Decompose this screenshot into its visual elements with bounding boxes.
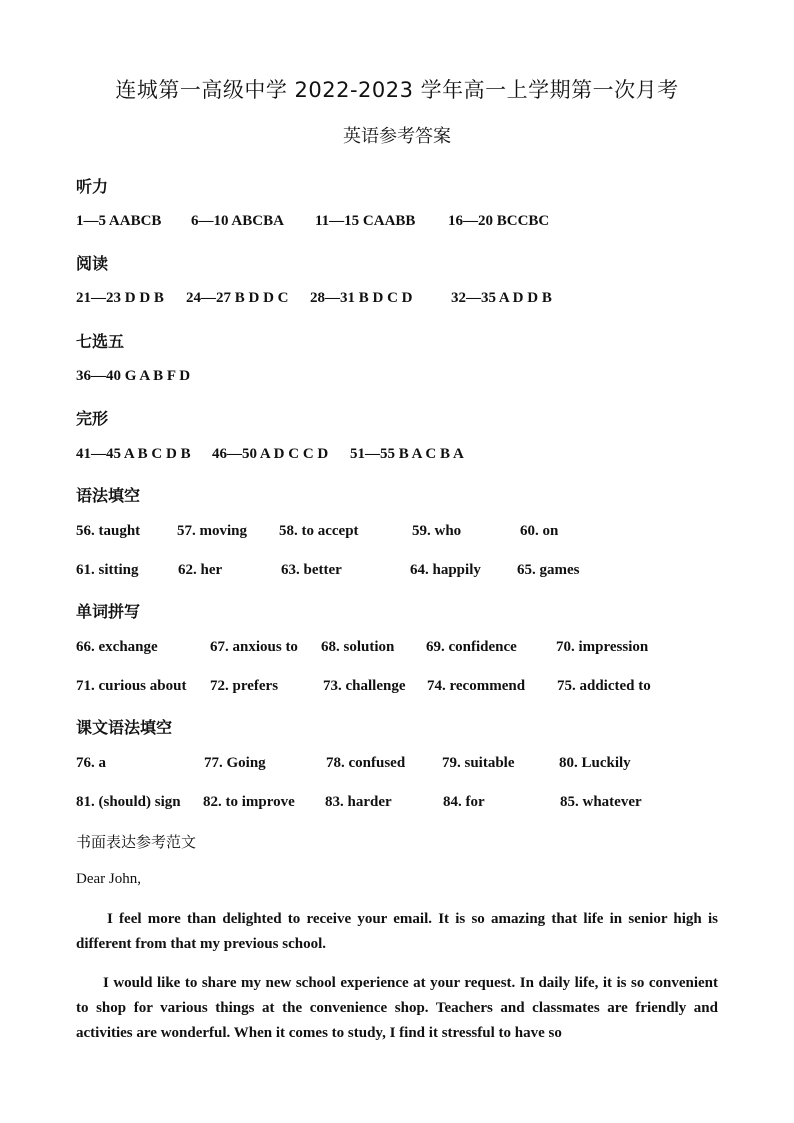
answer-group: 51—55 B A C B A xyxy=(350,446,464,462)
answer-group: 6—10 ABCBA xyxy=(191,213,284,229)
document-subtitle: 英语参考答案 xyxy=(343,126,451,147)
answer-item: 61. sitting xyxy=(76,562,139,578)
section-heading-writing: 书面表达参考范文 xyxy=(76,833,197,851)
answer-item: 59. who xyxy=(412,523,462,539)
paragraph-text: I feel more than delighted to receive your email. It is so amazing that life in senior high is different from that my previous school. xyxy=(76,911,718,952)
answer-item: 66. exchange xyxy=(76,639,158,655)
answer-group: 41—45 A B C D B xyxy=(76,446,191,462)
answer-item: 82. to improve xyxy=(203,794,295,810)
answer-item: 73. challenge xyxy=(323,678,406,694)
answer-group: 32—35 A D D B xyxy=(451,290,552,306)
answer-item: 57. moving xyxy=(177,523,248,539)
answer-item: 80. Luckily xyxy=(559,755,631,771)
letter-paragraph-1 xyxy=(76,907,718,957)
section-heading-seven-choose-five: 七选五 xyxy=(76,332,125,351)
letter-greeting: Dear John, xyxy=(76,871,141,887)
answer-item: 70. impression xyxy=(556,639,649,655)
answer-item: 62. her xyxy=(178,562,223,578)
answer-group: 21—23 D D B xyxy=(76,290,164,306)
answer-item: 83. harder xyxy=(325,794,392,810)
section-heading-spelling: 单词拼写 xyxy=(76,602,141,621)
answer-item: 63. better xyxy=(281,562,342,578)
letter-paragraph-2 xyxy=(76,971,718,1046)
answer-item: 58. to accept xyxy=(279,523,359,539)
answer-item: 79. suitable xyxy=(442,755,515,771)
answer-item: 72. prefers xyxy=(210,678,279,694)
answer-item: 81. (should) sign xyxy=(76,794,181,810)
answer-group: 1—5 AABCB xyxy=(76,213,162,229)
answer-group: 11—15 CAABB xyxy=(315,213,416,229)
answer-item: 77. Going xyxy=(204,755,266,771)
answer-item: 69. confidence xyxy=(426,639,517,655)
answer-group: 36—40 G A B F D xyxy=(76,368,191,384)
section-heading-cloze: 完形 xyxy=(76,409,109,428)
answer-item: 60. on xyxy=(520,523,559,539)
answer-item: 76. a xyxy=(76,755,106,771)
section-heading-listening: 听力 xyxy=(76,177,109,196)
answer-group: 46—50 A D C C D xyxy=(212,446,329,462)
answer-item: 68. solution xyxy=(321,639,395,655)
answer-item: 71. curious about xyxy=(76,678,187,694)
section-heading-grammar-fill: 语法填空 xyxy=(76,486,141,505)
answer-group: 24—27 B D D C xyxy=(186,290,289,306)
answer-item: 84. for xyxy=(443,794,485,810)
document-title: 连城第一高级中学 2022-2023 学年高一上学期第一次月考 xyxy=(115,78,679,102)
answer-group: 16—20 BCCBC xyxy=(448,213,550,229)
answer-item: 78. confused xyxy=(326,755,406,771)
answer-item: 85. whatever xyxy=(560,794,642,810)
answer-item: 75. addicted to xyxy=(557,678,651,694)
answer-item: 74. recommend xyxy=(427,678,526,694)
section-heading-text-grammar-fill: 课文语法填空 xyxy=(76,718,173,737)
paragraph-text: I would like to share my new school experience at your request. In daily life, it is so convenient to shop for various things at the convenience shop. Teachers and classmates are friendly and activities are wonderful. When it comes to study, I find it stressful to have so xyxy=(76,975,718,1041)
section-heading-reading: 阅读 xyxy=(76,254,109,273)
answer-item: 67. anxious to xyxy=(210,639,298,655)
answer-item: 56. taught xyxy=(76,523,141,539)
answer-group: 28—31 B D C D xyxy=(310,290,413,306)
answer-item: 64. happily xyxy=(410,562,481,578)
answer-item: 65. games xyxy=(517,562,580,578)
